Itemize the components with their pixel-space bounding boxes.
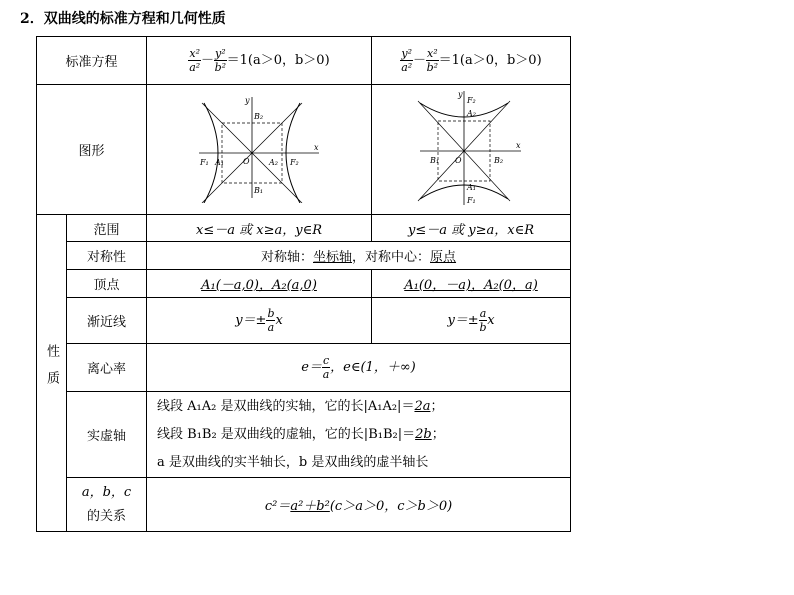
label-standard-eq: 标准方程	[37, 37, 147, 85]
eccentricity-value: e＝ $\frac{c}{a}$ ，e∈(1，＋∞)	[147, 344, 571, 392]
row-eccentricity	[37, 344, 571, 392]
svg-text:A₂: A₂	[269, 157, 278, 167]
svg-text:A₁: A₁	[215, 157, 224, 167]
hyperbola-horizontal-graph	[194, 93, 324, 203]
section-title: 2．双曲线的标准方程和几何性质	[20, 11, 226, 27]
label-relation: a，b，c 的关系	[67, 478, 147, 532]
label-eccentricity: 离心率	[67, 344, 147, 392]
svg-text:A₂: A₂	[467, 108, 476, 118]
label-vertex: 顶点	[67, 270, 147, 298]
row-symmetry	[37, 242, 571, 270]
range-col2: y≤－a 或 y≥a，x∈R	[372, 215, 571, 242]
axes-value: 线段 A₁A₂ 是双曲线的实轴，它的长|A₁A₂|＝2a； 线段 B₁B₂ 是双曲线的虚轴，它的长|B₁B₂|＝2b； a 是双曲线的实半轴长，b 是双曲线的虚半轴长	[147, 392, 571, 478]
label-symmetry: 对称性	[67, 242, 147, 270]
svg-text:F₂: F₂	[290, 157, 299, 167]
graph-col1	[147, 85, 372, 215]
svg-text:F₁: F₁	[467, 195, 476, 205]
svg-text:A₁: A₁	[467, 182, 476, 192]
label-asymptote: 渐近线	[67, 298, 147, 344]
svg-text:y: y	[245, 95, 250, 105]
symmetry-value: 对称轴：坐标轴，对称中心：原点	[147, 242, 571, 270]
row-relation	[37, 478, 571, 532]
range-col1: x≤－a 或 x≥a，y∈R	[147, 215, 372, 242]
row-range	[37, 215, 571, 242]
svg-text:B₂: B₂	[494, 155, 504, 165]
eq-col1: $\frac{\text{x²}}{\text{a²}}$ － $\frac{\text{y²}}{\text{b²}}$ ＝1(a＞0，b＞0)	[147, 37, 372, 85]
svg-text:x: x	[516, 140, 521, 150]
graph-col2	[372, 85, 571, 215]
svg-text:O: O	[455, 155, 462, 165]
row-vertex	[37, 270, 571, 298]
row-graph	[37, 85, 571, 215]
eq-col2: $\frac{\text{y²}}{\text{a²}}$ － $\frac{\text{x²}}{\text{b²}}$ ＝1(a＞0，b＞0)	[372, 37, 571, 85]
vertex-col2: A₁(0，－a)，A₂(0，a)	[372, 270, 571, 298]
svg-text:F₁: F₁	[200, 157, 209, 167]
label-range: 范围	[67, 215, 147, 242]
svg-text:B₁: B₁	[430, 155, 440, 165]
hyperbola-vertical-graph	[416, 89, 526, 207]
asymptote-col2: y＝± $\frac{a}{b}$ x	[372, 298, 571, 344]
svg-text:B₁: B₁	[254, 185, 264, 195]
asymptote-col1: y＝± $\frac{b}{a}$ x	[147, 298, 372, 344]
row-axes	[37, 392, 571, 478]
label-graph: 图形	[37, 85, 147, 215]
row-standard-eq	[37, 37, 571, 85]
label-properties: 性质	[37, 215, 67, 532]
svg-text:O: O	[243, 156, 250, 166]
hyperbola-table	[36, 36, 571, 532]
svg-text:B₂: B₂	[254, 111, 264, 121]
svg-text:x: x	[314, 142, 319, 152]
relation-value: c²＝a²＋b²(c＞a＞0，c＞b＞0)	[147, 478, 571, 532]
svg-text:F₂: F₂	[467, 95, 476, 105]
vertex-col1: A₁(－a,0)，A₂(a,0)	[147, 270, 372, 298]
label-axes: 实虚轴	[67, 392, 147, 478]
svg-text:y: y	[458, 89, 463, 99]
row-asymptote	[37, 298, 571, 344]
